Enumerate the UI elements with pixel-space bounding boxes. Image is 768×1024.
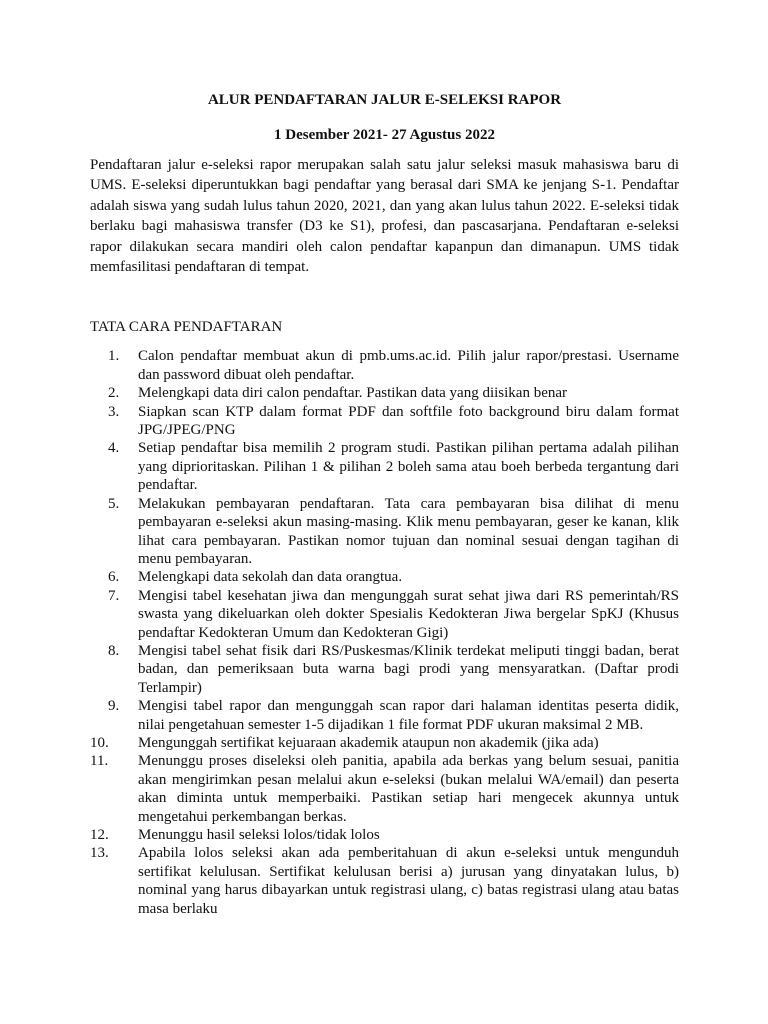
step-text: Mengisi tabel kesehatan jiwa dan mengunggah surat sehat jiwa dari RS pemerintah/RS swasta yang dikeluarkan oleh dokter Spesialis Kedokteran Jiwa bergelar SpKJ (Khusus pendaftar Kedokteran Umum dan Kedokteran Gigi) [138, 587, 679, 641]
step-number: 3. [108, 403, 120, 420]
step-number: 2. [108, 385, 120, 402]
document-page [90, 90, 679, 918]
step-text: Calon pendaftar membuat akun di pmb.ums.ac.id. Pilih jalur rapor/prestasi. Username dan password dibuat oleh pendaftar. [138, 348, 679, 383]
step-item [90, 734, 679, 752]
step-number: 5. [108, 495, 120, 512]
steps-list [90, 347, 679, 918]
step-number: 9. [108, 698, 120, 715]
step-number: 6. [108, 569, 120, 586]
step-item [90, 587, 679, 642]
step-number: 10. [90, 734, 109, 751]
step-text: Setiap pendaftar bisa memilih 2 program studi. Pastikan pilihan pertama adalah pilihan yang diprioritaskan. Pilihan 1 & pilihan 2 boleh sama atau boeh berbeda tergantung dari pendaftar. [138, 440, 679, 494]
step-text: Melengkapi data diri calon pendaftar. Pastikan data yang diisikan benar [138, 385, 568, 402]
step-number: 11. [90, 753, 109, 770]
step-item [90, 752, 679, 826]
step-text: Mengisi tabel rapor dan mengunggah scan rapor dari halaman identitas peserta didik, nilai pengetahuan semester 1-5 dijadikan 1 file format PDF ukuran maksimal 2 MB. [138, 698, 679, 733]
step-item [90, 697, 679, 734]
step-item [90, 384, 679, 402]
step-item [90, 568, 679, 586]
step-number: 12. [90, 827, 109, 843]
step-item [90, 844, 679, 918]
step-text: Melengkapi data sekolah dan data orangtua. [138, 569, 403, 586]
intro-paragraph: Pendaftaran jalur e-seleksi rapor merupakan salah satu jalur seleksi masuk mahasiswa baru di UMS. E-seleksi diperuntukkan bagi pendaftar yang berasal dari SMA ke jenjang S-1. Pendaftar adalah siswa yang sudah lulus tahun 2020, 2021, dan yang akan lulus tahun 2022. E-seleksi tidak berlaku bagi mahasiswa transfer (D3 ke S1), profesi, dan pascasarjana. Pendaftaran e-seleksi rapor dilakukan secara mandiri oleh calon pendaftar kapanpun dan dimanapun. UMS tidak memfasilitasi pendaftaran di tempat. [90, 157, 679, 276]
step-number: 8. [108, 642, 120, 659]
step-text: Mengisi tabel sehat fisik dari RS/Puskesmas/Klinik terdekat meliputi tinggi badan, berat badan, dan pemeriksaan buta warna bagi prodi yang mensyaratkan. (Daftar prodi Terlampir) [138, 642, 679, 696]
step-text: Melakukan pembayaran pendaftaran. Tata cara pembayaran bisa dilihat di menu pembayaran e-seleksi akun masing-masing. Klik menu pembayaran, geser ke kanan, klik lihat cara pembayaran. Pastikan nomor tujuan dan nominal sesuai dengan tagihan di menu pembayaran. [138, 495, 679, 567]
step-item [90, 495, 679, 569]
step-item [90, 403, 679, 440]
step-number: 1. [108, 348, 120, 365]
step-item [90, 642, 679, 697]
step-number: 13. [90, 845, 109, 862]
document-date-range: 1 Desember 2021- 27 Agustus 2022 [274, 127, 495, 143]
step-item [90, 347, 679, 384]
step-text: Menunggu hasil seleksi lolos/tidak lolos [138, 827, 380, 843]
step-number: 4. [108, 440, 120, 457]
step-number: 7. [108, 587, 120, 604]
step-text: Siapkan scan KTP dalam format PDF dan softfile foto background biru dalam format JPG/JPEG/PNG [138, 403, 679, 439]
step-text: Mengunggah sertifikat kejuaraan akademik ataupun non akademik (jika ada) [138, 734, 599, 751]
step-text: Menunggu proses diseleksi oleh panitia, apabila ada berkas yang belum sesuai, panitia akan mengirimkan pesan melalui akun e-seleksi (bukan melalui WA/email) dan peserta akan diminta untuk memperbaiki. Pastikan setiap hari mengecek akunnya untuk mengetahui perkembangan berkas. [138, 753, 679, 825]
step-item [90, 439, 679, 494]
section-heading: TATA CARA PENDAFTARAN [90, 319, 283, 336]
document-title: ALUR PENDAFTARAN JALUR E-SELEKSI RAPOR [207, 92, 562, 108]
step-text: Apabila lolos seleksi akan ada pemberitahuan di akun e-seleksi untuk mengunduh sertifikat kelulusan. Sertifikat kelulusan berisi a) jurusan yang dinyatakan lulus, b) nominal yang harus dibayarkan untuk registrasi ulang, c) batas registrasi ulang atau batas masa berlaku [138, 845, 679, 917]
step-item [90, 826, 679, 844]
